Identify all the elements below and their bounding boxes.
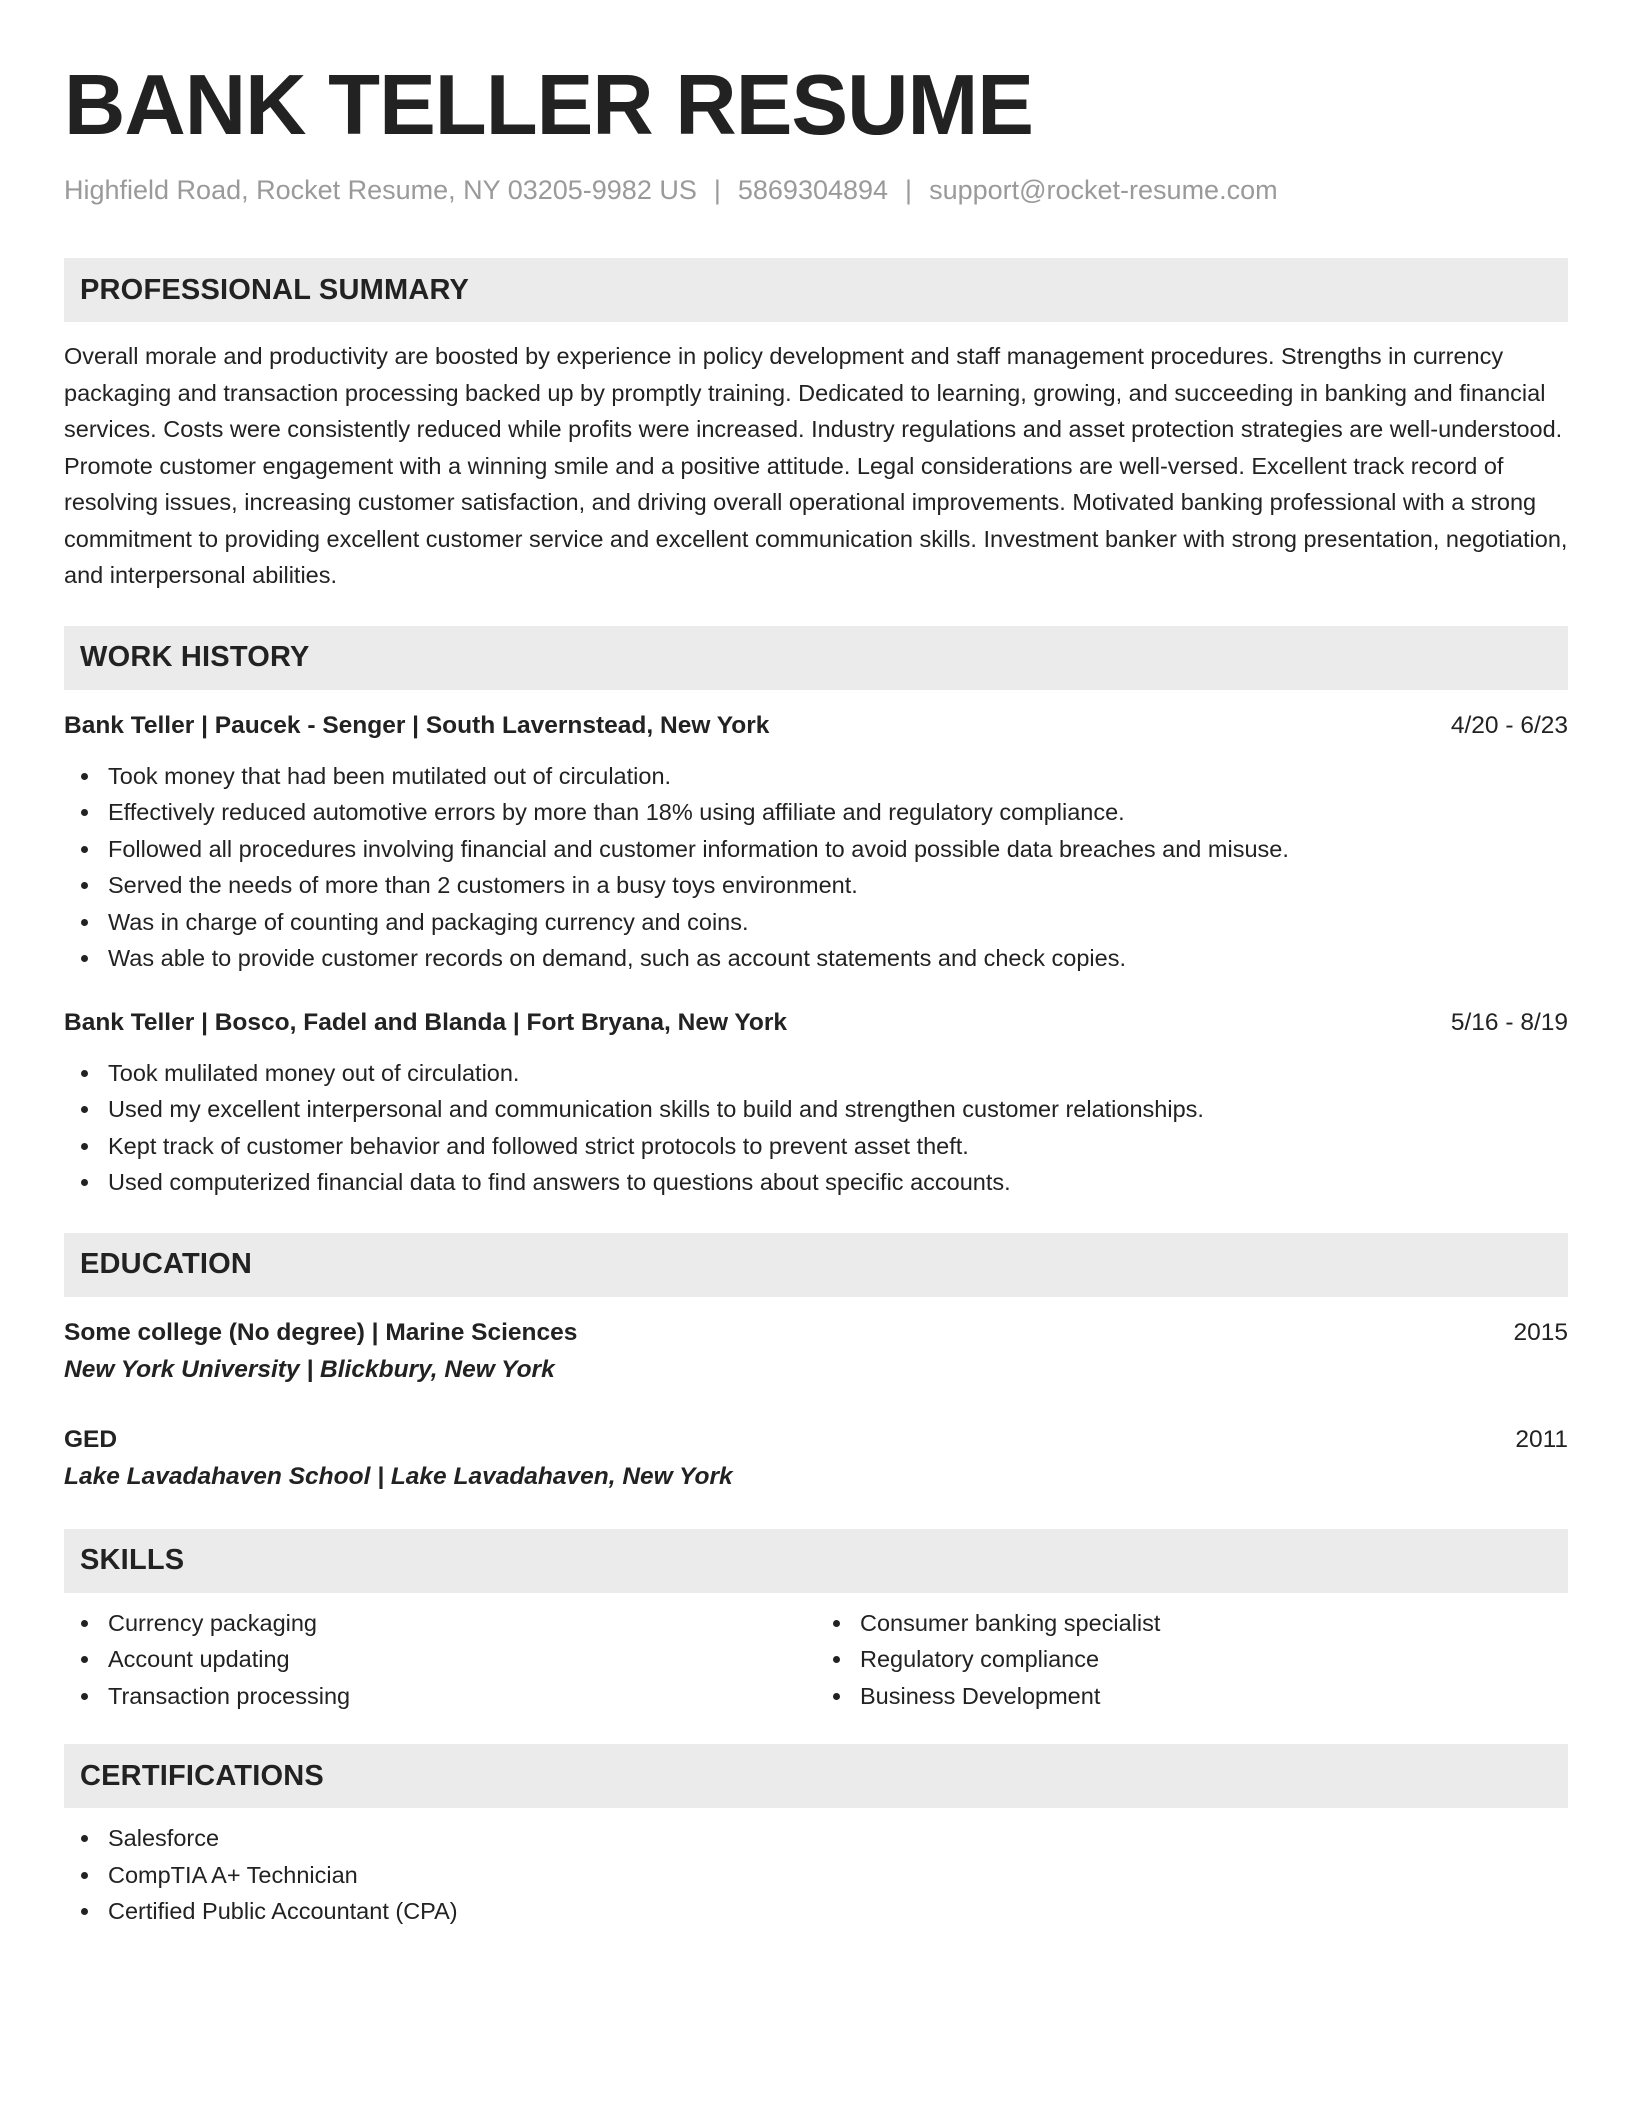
education-school: New York University | Blickbury, New York bbox=[64, 1355, 555, 1383]
skill-item: Currency packaging bbox=[108, 1605, 816, 1642]
job-bullet: Took mulilated money out of circulation. bbox=[108, 1055, 1568, 1092]
education-entry bbox=[64, 1315, 1568, 1388]
job-bullet: Took money that had been mutilated out of circulation. bbox=[108, 758, 1568, 795]
section-heading-certifications: CERTIFICATIONS bbox=[64, 1744, 1568, 1808]
section-heading-skills: SKILLS bbox=[64, 1529, 1568, 1593]
contact-separator: | bbox=[713, 175, 721, 205]
job-bullet: Was able to provide customer records on demand, such as account statements and check copies. bbox=[108, 940, 1568, 977]
resume-page bbox=[64, 56, 1568, 1930]
job-bullet: Was in charge of counting and packaging currency and coins. bbox=[108, 904, 1568, 941]
contact-address: Highfield Road, Rocket Resume, NY 03205-9982 US bbox=[64, 175, 697, 205]
skill-item: Consumer banking specialist bbox=[860, 1605, 1568, 1642]
skill-item: Account updating bbox=[108, 1641, 816, 1678]
certification-item: CompTIA A+ Technician bbox=[108, 1857, 1568, 1894]
job-bullet: Used computerized financial data to find answers to questions about specific accounts. bbox=[108, 1164, 1568, 1201]
section-heading-education: EDUCATION bbox=[64, 1233, 1568, 1297]
job-bullet-list bbox=[64, 1055, 1568, 1201]
section-heading-summary: PROFESSIONAL SUMMARY bbox=[64, 258, 1568, 322]
job-bullet: Served the needs of more than 2 customers in a busy toys environment. bbox=[108, 867, 1568, 904]
skill-item: Business Development bbox=[860, 1678, 1568, 1715]
summary-paragraph: Overall morale and productivity are boosted by experience in policy development and staff management procedures. Strengths in currency packaging and transaction processing backed up by promptly training. Dedicated to learning, growing, and succeeding in banking and financial services. Costs were consistently reduced while profits were increased. Industry regulations and asset protection strategies are well-understood. Promote customer engagement with a winning smile and a positive attitude. Legal considerations are well-versed. Excellent track record of resolving issues, increasing customer satisfaction, and driving overall operational improvements. Motivated banking professional with a strong commitment to providing excellent customer service and excellent communication skills. Investment banker with strong presentation, negotiation, and interpersonal abilities. bbox=[64, 343, 1568, 588]
job-header bbox=[64, 708, 1568, 744]
job-dates: 5/16 - 8/19 bbox=[1450, 1008, 1568, 1036]
education-year: 2011 bbox=[1515, 1425, 1568, 1453]
job-title: Bank Teller | Paucek - Senger | South Lavernstead, New York bbox=[64, 711, 770, 739]
contact-separator: | bbox=[905, 175, 913, 205]
education-degree: GED bbox=[64, 1425, 118, 1453]
job-header bbox=[64, 1005, 1568, 1041]
education-entry bbox=[64, 1422, 1568, 1495]
skills-column-right bbox=[816, 1605, 1568, 1715]
education-school: Lake Lavadahaven School | Lake Lavadahaven, New York bbox=[64, 1462, 733, 1490]
job-bullet: Kept track of customer behavior and followed strict protocols to prevent asset theft. bbox=[108, 1128, 1568, 1165]
education-header bbox=[64, 1315, 1568, 1351]
job-entry bbox=[64, 708, 1568, 977]
resume-title: BANK TELLER RESUME bbox=[64, 58, 1033, 153]
education-year: 2015 bbox=[1513, 1318, 1568, 1346]
job-bullet: Followed all procedures involving financial and customer information to avoid possible data breaches and misuse. bbox=[108, 831, 1568, 868]
contact-line bbox=[64, 172, 1568, 208]
education-degree: Some college (No degree) | Marine Sciences bbox=[64, 1318, 578, 1346]
skills-column-left bbox=[64, 1605, 816, 1715]
education-header bbox=[64, 1422, 1568, 1458]
certification-item: Certified Public Accountant (CPA) bbox=[108, 1893, 1568, 1930]
section-heading-work-history: WORK HISTORY bbox=[64, 626, 1568, 690]
skill-item: Transaction processing bbox=[108, 1678, 816, 1715]
job-bullet: Used my excellent interpersonal and communication skills to build and strengthen customer relationships. bbox=[108, 1091, 1568, 1128]
skill-item: Regulatory compliance bbox=[860, 1641, 1568, 1678]
certifications-list bbox=[64, 1820, 1568, 1930]
job-bullet: Effectively reduced automotive errors by more than 18% using affiliate and regulatory compliance. bbox=[108, 794, 1568, 831]
contact-email: support@rocket-resume.com bbox=[929, 175, 1278, 205]
skills-grid bbox=[64, 1605, 1568, 1715]
job-bullet-list bbox=[64, 758, 1568, 977]
certification-item: Salesforce bbox=[108, 1820, 1568, 1857]
job-title: Bank Teller | Bosco, Fadel and Blanda | Fort Bryana, New York bbox=[64, 1008, 788, 1036]
job-dates: 4/20 - 6/23 bbox=[1450, 711, 1568, 739]
contact-phone: 5869304894 bbox=[737, 175, 889, 205]
job-entry bbox=[64, 1005, 1568, 1201]
